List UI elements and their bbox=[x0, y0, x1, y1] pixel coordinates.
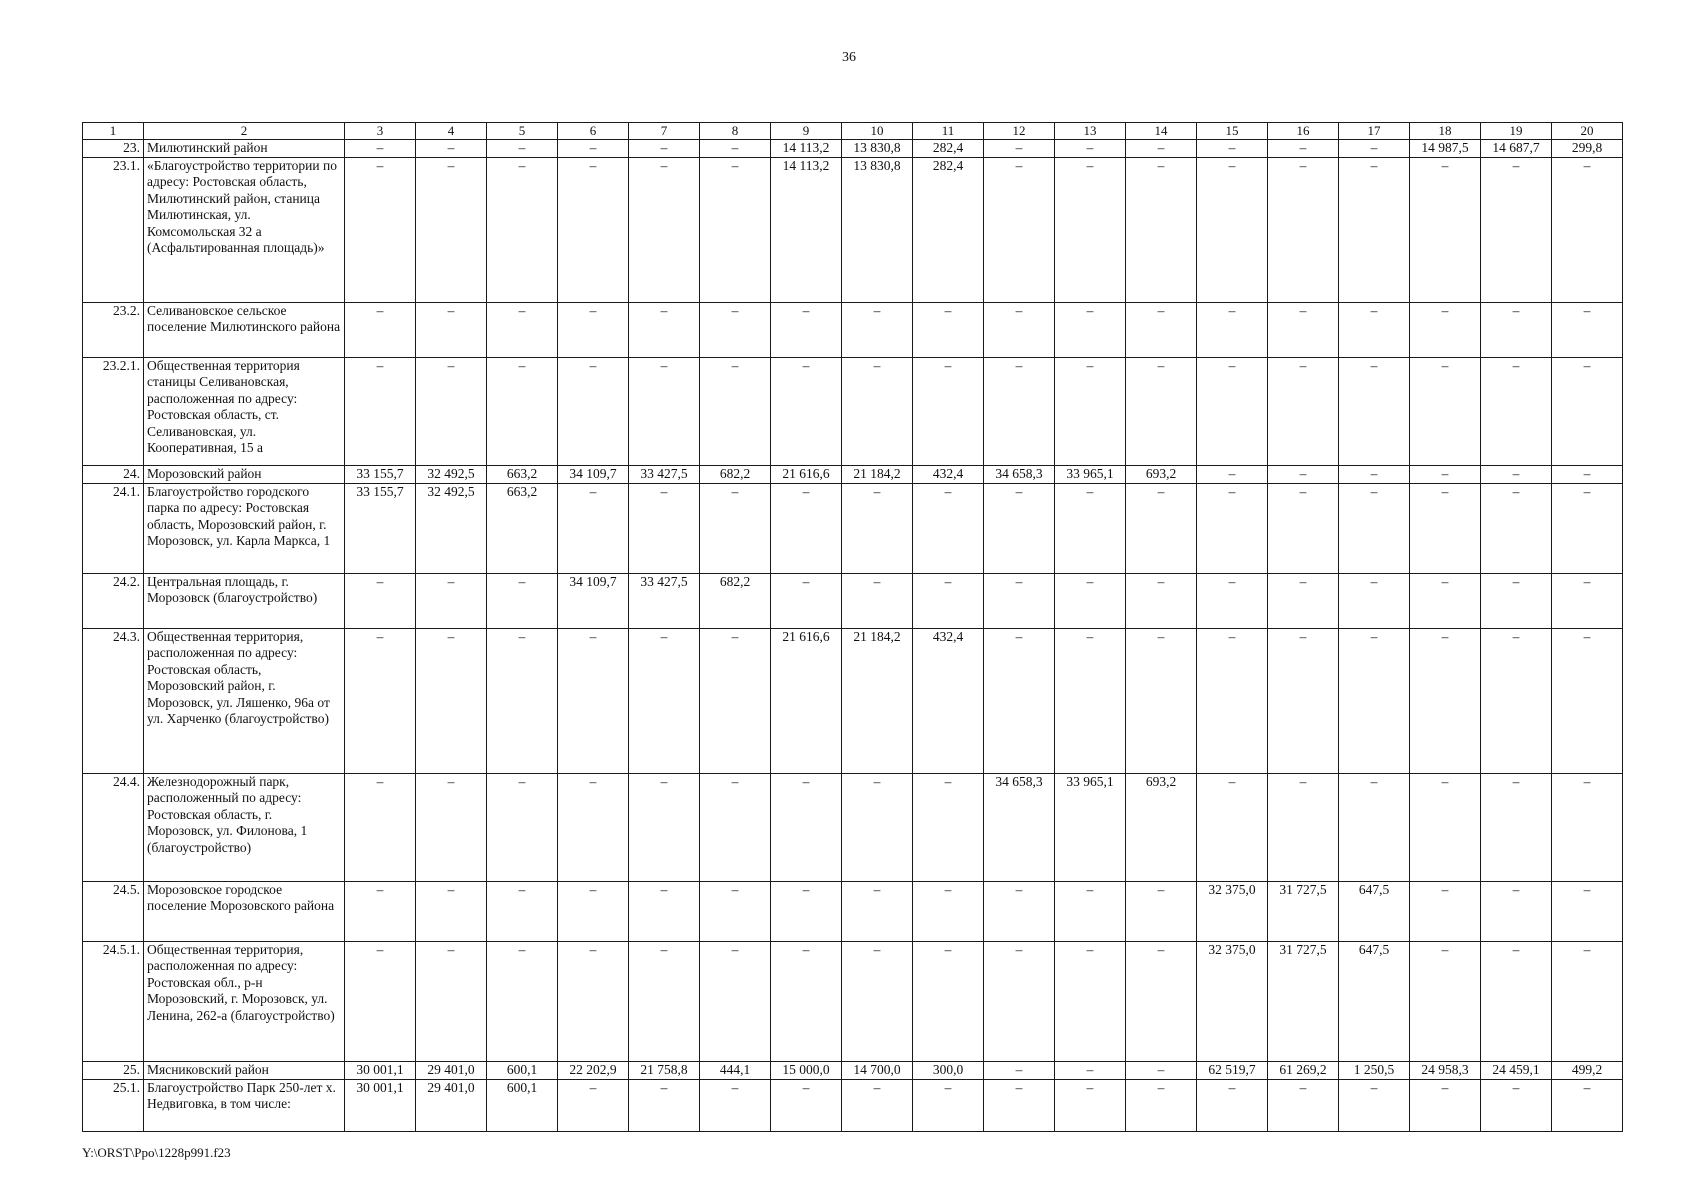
row-name-cell: Общественная территория станицы Селивановская, расположенная по адресу: Ростовская область, ст. Селивановская, ул. Кооперативная, 15 а bbox=[144, 357, 345, 465]
value-cell: 693,2 bbox=[1126, 465, 1197, 483]
value-cell: 647,5 bbox=[1339, 881, 1410, 941]
value-cell: 14 687,7 bbox=[1481, 140, 1552, 158]
value-cell: 31 727,5 bbox=[1268, 941, 1339, 1061]
value-cell: – bbox=[487, 140, 558, 158]
table-row bbox=[83, 773, 1623, 881]
value-cell: – bbox=[1552, 881, 1623, 941]
value-cell: 24 958,3 bbox=[1410, 1061, 1481, 1079]
value-cell: – bbox=[629, 881, 700, 941]
value-cell: – bbox=[913, 573, 984, 628]
value-cell: – bbox=[1126, 483, 1197, 573]
value-cell: – bbox=[1410, 357, 1481, 465]
value-cell: – bbox=[1410, 302, 1481, 357]
row-number-cell: 23. bbox=[83, 140, 144, 158]
page-number: 36 bbox=[842, 50, 856, 65]
value-cell: – bbox=[416, 302, 487, 357]
value-cell: – bbox=[487, 157, 558, 302]
value-cell: 21 616,6 bbox=[771, 465, 842, 483]
value-cell: – bbox=[1197, 773, 1268, 881]
value-cell: – bbox=[1268, 157, 1339, 302]
value-cell: – bbox=[1197, 157, 1268, 302]
value-cell: – bbox=[1268, 140, 1339, 158]
value-cell: 15 000,0 bbox=[771, 1061, 842, 1079]
value-cell: – bbox=[1268, 628, 1339, 773]
value-cell: 14 700,0 bbox=[842, 1061, 913, 1079]
value-cell: – bbox=[1410, 465, 1481, 483]
value-cell: – bbox=[629, 140, 700, 158]
value-cell: – bbox=[1055, 1061, 1126, 1079]
value-cell: – bbox=[1126, 1079, 1197, 1131]
row-number-cell: 24.5. bbox=[83, 881, 144, 941]
value-cell: – bbox=[629, 483, 700, 573]
value-cell: – bbox=[629, 157, 700, 302]
value-cell: – bbox=[1410, 573, 1481, 628]
value-cell: – bbox=[842, 1079, 913, 1131]
value-cell: – bbox=[345, 357, 416, 465]
table-row bbox=[83, 881, 1623, 941]
value-cell: 14 113,2 bbox=[771, 140, 842, 158]
value-cell: – bbox=[700, 157, 771, 302]
value-cell: – bbox=[1552, 302, 1623, 357]
value-cell: – bbox=[913, 941, 984, 1061]
value-cell: – bbox=[984, 628, 1055, 773]
column-number-cell: 16 bbox=[1268, 123, 1339, 140]
value-cell: – bbox=[416, 357, 487, 465]
value-cell: – bbox=[842, 357, 913, 465]
budget-table bbox=[82, 122, 1623, 1132]
value-cell: – bbox=[558, 302, 629, 357]
value-cell: – bbox=[1410, 941, 1481, 1061]
value-cell: – bbox=[1197, 1079, 1268, 1131]
value-cell: – bbox=[913, 302, 984, 357]
value-cell: – bbox=[700, 881, 771, 941]
value-cell: 21 758,8 bbox=[629, 1061, 700, 1079]
value-cell: 34 109,7 bbox=[558, 573, 629, 628]
value-cell: – bbox=[700, 628, 771, 773]
value-cell: – bbox=[1552, 573, 1623, 628]
value-cell: – bbox=[416, 773, 487, 881]
value-cell: – bbox=[1126, 302, 1197, 357]
value-cell: 432,4 bbox=[913, 628, 984, 773]
value-cell: – bbox=[700, 140, 771, 158]
value-cell: 663,2 bbox=[487, 483, 558, 573]
column-number-cell: 1 bbox=[83, 123, 144, 140]
value-cell: – bbox=[345, 157, 416, 302]
row-name-cell: Благоустройство Парк 250-лет х. Недвиговка, в том числе: bbox=[144, 1079, 345, 1131]
column-number-cell: 13 bbox=[1055, 123, 1126, 140]
value-cell: 33 965,1 bbox=[1055, 465, 1126, 483]
value-cell: 34 658,3 bbox=[984, 465, 1055, 483]
value-cell: – bbox=[1126, 357, 1197, 465]
value-cell: – bbox=[771, 573, 842, 628]
value-cell: – bbox=[1055, 357, 1126, 465]
table-row bbox=[83, 483, 1623, 573]
value-cell: – bbox=[700, 302, 771, 357]
value-cell: 499,2 bbox=[1552, 1061, 1623, 1079]
value-cell: – bbox=[913, 773, 984, 881]
table-row bbox=[83, 1079, 1623, 1131]
value-cell: 300,0 bbox=[913, 1061, 984, 1079]
column-number-cell: 14 bbox=[1126, 123, 1197, 140]
table-row bbox=[83, 1061, 1623, 1079]
value-cell: 32 375,0 bbox=[1197, 941, 1268, 1061]
value-cell: – bbox=[558, 881, 629, 941]
value-cell: – bbox=[1268, 302, 1339, 357]
column-number-cell: 2 bbox=[144, 123, 345, 140]
value-cell: – bbox=[1410, 881, 1481, 941]
table-row bbox=[83, 157, 1623, 302]
value-cell: – bbox=[1055, 941, 1126, 1061]
column-number-cell: 3 bbox=[345, 123, 416, 140]
value-cell: – bbox=[1481, 941, 1552, 1061]
value-cell: – bbox=[629, 357, 700, 465]
row-number-cell: 23.2. bbox=[83, 302, 144, 357]
column-number-cell: 7 bbox=[629, 123, 700, 140]
column-number-cell: 10 bbox=[842, 123, 913, 140]
value-cell: 33 965,1 bbox=[1055, 773, 1126, 881]
value-cell: – bbox=[1197, 573, 1268, 628]
value-cell: – bbox=[1552, 483, 1623, 573]
value-cell: – bbox=[984, 1061, 1055, 1079]
value-cell: – bbox=[984, 881, 1055, 941]
value-cell: – bbox=[1552, 1079, 1623, 1131]
row-number-cell: 24.2. bbox=[83, 573, 144, 628]
value-cell: – bbox=[345, 573, 416, 628]
value-cell: – bbox=[700, 357, 771, 465]
value-cell: – bbox=[1268, 773, 1339, 881]
value-cell: – bbox=[345, 773, 416, 881]
value-cell: – bbox=[416, 573, 487, 628]
value-cell: – bbox=[558, 357, 629, 465]
value-cell: – bbox=[1339, 140, 1410, 158]
value-cell: – bbox=[1126, 628, 1197, 773]
table-row bbox=[83, 465, 1623, 483]
value-cell: – bbox=[984, 483, 1055, 573]
value-cell: – bbox=[913, 357, 984, 465]
value-cell: – bbox=[416, 941, 487, 1061]
row-name-cell: Селивановское сельское поселение Милютинского района bbox=[144, 302, 345, 357]
row-name-cell: Морозовский район bbox=[144, 465, 345, 483]
value-cell: – bbox=[416, 628, 487, 773]
value-cell: 34 109,7 bbox=[558, 465, 629, 483]
value-cell: – bbox=[984, 302, 1055, 357]
row-number-cell: 24. bbox=[83, 465, 144, 483]
value-cell: – bbox=[700, 1079, 771, 1131]
table-row bbox=[83, 357, 1623, 465]
value-cell: 21 616,6 bbox=[771, 628, 842, 773]
value-cell: – bbox=[629, 1079, 700, 1131]
value-cell: – bbox=[1126, 157, 1197, 302]
value-cell: – bbox=[1552, 465, 1623, 483]
value-cell: 31 727,5 bbox=[1268, 881, 1339, 941]
value-cell: – bbox=[1055, 140, 1126, 158]
value-cell: 299,8 bbox=[1552, 140, 1623, 158]
value-cell: – bbox=[487, 573, 558, 628]
value-cell: – bbox=[345, 628, 416, 773]
value-cell: – bbox=[487, 628, 558, 773]
file-path-footer: Y:\ORST\Ppo\1228p991.f23 bbox=[82, 1145, 231, 1160]
row-number-cell: 24.1. bbox=[83, 483, 144, 573]
value-cell: 432,4 bbox=[913, 465, 984, 483]
value-cell: 14 113,2 bbox=[771, 157, 842, 302]
value-cell: – bbox=[558, 1079, 629, 1131]
row-name-cell: Общественная территория, расположенная по адресу: Ростовская обл., р-н Морозовский, г. Морозовск, ул. Ленина, 262-а (благоустройство) bbox=[144, 941, 345, 1061]
value-cell: – bbox=[1055, 628, 1126, 773]
value-cell: – bbox=[1197, 465, 1268, 483]
value-cell: – bbox=[1268, 357, 1339, 465]
value-cell: – bbox=[487, 941, 558, 1061]
value-cell: 444,1 bbox=[700, 1061, 771, 1079]
value-cell: – bbox=[1552, 773, 1623, 881]
value-cell: – bbox=[984, 140, 1055, 158]
value-cell: – bbox=[1481, 302, 1552, 357]
value-cell: – bbox=[1055, 1079, 1126, 1131]
column-number-cell: 20 bbox=[1552, 123, 1623, 140]
value-cell: 32 492,5 bbox=[416, 483, 487, 573]
value-cell: – bbox=[558, 140, 629, 158]
row-number-cell: 24.5.1. bbox=[83, 941, 144, 1061]
value-cell: 647,5 bbox=[1339, 941, 1410, 1061]
value-cell: – bbox=[558, 773, 629, 881]
value-cell: – bbox=[1339, 357, 1410, 465]
value-cell: – bbox=[1268, 573, 1339, 628]
value-cell: – bbox=[1339, 302, 1410, 357]
value-cell: – bbox=[1339, 1079, 1410, 1131]
value-cell: – bbox=[1055, 483, 1126, 573]
value-cell: – bbox=[1268, 483, 1339, 573]
row-name-cell: Центральная площадь, г. Морозовск (благоустройство) bbox=[144, 573, 345, 628]
value-cell: 1 250,5 bbox=[1339, 1061, 1410, 1079]
value-cell: – bbox=[1410, 628, 1481, 773]
value-cell: – bbox=[842, 302, 913, 357]
column-number-cell: 8 bbox=[700, 123, 771, 140]
value-cell: 682,2 bbox=[700, 573, 771, 628]
value-cell: 62 519,7 bbox=[1197, 1061, 1268, 1079]
value-cell: 32 375,0 bbox=[1197, 881, 1268, 941]
value-cell: – bbox=[1126, 881, 1197, 941]
value-cell: – bbox=[1410, 773, 1481, 881]
column-number-cell: 19 bbox=[1481, 123, 1552, 140]
value-cell: – bbox=[345, 302, 416, 357]
column-number-cell: 5 bbox=[487, 123, 558, 140]
value-cell: 30 001,1 bbox=[345, 1079, 416, 1131]
value-cell: – bbox=[771, 881, 842, 941]
column-number-cell: 17 bbox=[1339, 123, 1410, 140]
value-cell: – bbox=[1481, 465, 1552, 483]
value-cell: – bbox=[842, 941, 913, 1061]
value-cell: – bbox=[416, 881, 487, 941]
value-cell: 24 459,1 bbox=[1481, 1061, 1552, 1079]
value-cell: 13 830,8 bbox=[842, 140, 913, 158]
row-name-cell: «Благоустройство территории по адресу: Ростовская область, Милютинский район, станица Милютинская, ул. Комсомольская 32 а (Асфальтированная площадь)» bbox=[144, 157, 345, 302]
value-cell: – bbox=[842, 483, 913, 573]
value-cell: – bbox=[1339, 573, 1410, 628]
row-number-cell: 24.3. bbox=[83, 628, 144, 773]
column-number-row bbox=[83, 123, 1623, 140]
value-cell: 29 401,0 bbox=[416, 1061, 487, 1079]
value-cell: 21 184,2 bbox=[842, 628, 913, 773]
value-cell: – bbox=[984, 941, 1055, 1061]
value-cell: – bbox=[984, 1079, 1055, 1131]
value-cell: 693,2 bbox=[1126, 773, 1197, 881]
value-cell: – bbox=[1481, 881, 1552, 941]
value-cell: – bbox=[913, 1079, 984, 1131]
value-cell: – bbox=[700, 483, 771, 573]
row-name-cell: Общественная территория, расположенная по адресу: Ростовская область, Морозовский район, г. Морозовск, ул. Ляшенко, 96а от ул. Харченко (благоустройство) bbox=[144, 628, 345, 773]
value-cell: – bbox=[487, 881, 558, 941]
table-row bbox=[83, 302, 1623, 357]
value-cell: – bbox=[771, 773, 842, 881]
value-cell: 600,1 bbox=[487, 1061, 558, 1079]
value-cell: – bbox=[1481, 1079, 1552, 1131]
value-cell: – bbox=[416, 140, 487, 158]
value-cell: – bbox=[345, 881, 416, 941]
value-cell: – bbox=[416, 157, 487, 302]
column-number-cell: 4 bbox=[416, 123, 487, 140]
value-cell: – bbox=[487, 302, 558, 357]
value-cell: – bbox=[771, 302, 842, 357]
value-cell: 14 987,5 bbox=[1410, 140, 1481, 158]
table-row bbox=[83, 941, 1623, 1061]
value-cell: – bbox=[771, 483, 842, 573]
value-cell: – bbox=[1552, 628, 1623, 773]
value-cell: – bbox=[558, 483, 629, 573]
value-cell: – bbox=[1055, 881, 1126, 941]
value-cell: – bbox=[1268, 465, 1339, 483]
row-number-cell: 23.1. bbox=[83, 157, 144, 302]
value-cell: – bbox=[1339, 628, 1410, 773]
value-cell: – bbox=[1481, 773, 1552, 881]
value-cell: – bbox=[771, 357, 842, 465]
value-cell: – bbox=[1410, 483, 1481, 573]
value-cell: – bbox=[1268, 1079, 1339, 1131]
value-cell: – bbox=[700, 773, 771, 881]
value-cell: – bbox=[1197, 357, 1268, 465]
value-cell: – bbox=[629, 773, 700, 881]
column-number-cell: 15 bbox=[1197, 123, 1268, 140]
value-cell: 32 492,5 bbox=[416, 465, 487, 483]
value-cell: – bbox=[1126, 573, 1197, 628]
value-cell: – bbox=[913, 881, 984, 941]
value-cell: – bbox=[629, 628, 700, 773]
value-cell: – bbox=[558, 157, 629, 302]
value-cell: – bbox=[1126, 140, 1197, 158]
value-cell: – bbox=[1481, 628, 1552, 773]
value-cell: – bbox=[700, 941, 771, 1061]
column-number-cell: 12 bbox=[984, 123, 1055, 140]
value-cell: – bbox=[487, 357, 558, 465]
value-cell: 663,2 bbox=[487, 465, 558, 483]
value-cell: 30 001,1 bbox=[345, 1061, 416, 1079]
row-name-cell: Морозовское городское поселение Морозовского района bbox=[144, 881, 345, 941]
value-cell: – bbox=[842, 573, 913, 628]
value-cell: – bbox=[771, 941, 842, 1061]
value-cell: – bbox=[1339, 465, 1410, 483]
value-cell: – bbox=[1339, 483, 1410, 573]
value-cell: – bbox=[345, 941, 416, 1061]
value-cell: – bbox=[1481, 157, 1552, 302]
value-cell: – bbox=[1197, 628, 1268, 773]
table-row bbox=[83, 628, 1623, 773]
column-number-cell: 11 bbox=[913, 123, 984, 140]
column-number-cell: 9 bbox=[771, 123, 842, 140]
row-number-cell: 24.4. bbox=[83, 773, 144, 881]
value-cell: – bbox=[842, 881, 913, 941]
table-row bbox=[83, 140, 1623, 158]
value-cell: 282,4 bbox=[913, 157, 984, 302]
row-number-cell: 25.1. bbox=[83, 1079, 144, 1131]
value-cell: – bbox=[984, 357, 1055, 465]
value-cell: – bbox=[1126, 941, 1197, 1061]
value-cell: 282,4 bbox=[913, 140, 984, 158]
value-cell: – bbox=[1055, 302, 1126, 357]
value-cell: – bbox=[1552, 941, 1623, 1061]
value-cell: 33 427,5 bbox=[629, 465, 700, 483]
value-cell: – bbox=[558, 628, 629, 773]
value-cell: – bbox=[1339, 157, 1410, 302]
row-name-cell: Милютинский район bbox=[144, 140, 345, 158]
value-cell: – bbox=[1481, 573, 1552, 628]
value-cell: – bbox=[1339, 773, 1410, 881]
value-cell: 61 269,2 bbox=[1268, 1061, 1339, 1079]
value-cell: – bbox=[1410, 157, 1481, 302]
row-name-cell: Мясниковский район bbox=[144, 1061, 345, 1079]
value-cell: – bbox=[629, 302, 700, 357]
value-cell: – bbox=[345, 140, 416, 158]
value-cell: – bbox=[1197, 483, 1268, 573]
value-cell: – bbox=[913, 483, 984, 573]
value-cell: – bbox=[1197, 140, 1268, 158]
value-cell: – bbox=[842, 773, 913, 881]
row-number-cell: 23.2.1. bbox=[83, 357, 144, 465]
row-number-cell: 25. bbox=[83, 1061, 144, 1079]
value-cell: – bbox=[629, 941, 700, 1061]
value-cell: – bbox=[1481, 357, 1552, 465]
value-cell: 13 830,8 bbox=[842, 157, 913, 302]
value-cell: – bbox=[1055, 573, 1126, 628]
value-cell: – bbox=[558, 941, 629, 1061]
value-cell: – bbox=[1552, 357, 1623, 465]
value-cell: – bbox=[487, 773, 558, 881]
value-cell: 34 658,3 bbox=[984, 773, 1055, 881]
value-cell: 682,2 bbox=[700, 465, 771, 483]
value-cell: – bbox=[1410, 1079, 1481, 1131]
table-row bbox=[83, 573, 1623, 628]
value-cell: 33 155,7 bbox=[345, 483, 416, 573]
value-cell: – bbox=[771, 1079, 842, 1131]
value-cell: 600,1 bbox=[487, 1079, 558, 1131]
value-cell: – bbox=[1481, 483, 1552, 573]
value-cell: – bbox=[1197, 302, 1268, 357]
column-number-cell: 18 bbox=[1410, 123, 1481, 140]
value-cell: – bbox=[984, 573, 1055, 628]
value-cell: 29 401,0 bbox=[416, 1079, 487, 1131]
row-name-cell: Железнодорожный парк, расположенный по адресу: Ростовская область, г. Морозовск, ул. Филонова, 1 (благоустройство) bbox=[144, 773, 345, 881]
value-cell: 21 184,2 bbox=[842, 465, 913, 483]
row-name-cell: Благоустройство городского парка по адресу: Ростовская область, Морозовский район, г. Морозовск, ул. Карла Маркса, 1 bbox=[144, 483, 345, 573]
value-cell: – bbox=[1055, 157, 1126, 302]
value-cell: – bbox=[1126, 1061, 1197, 1079]
value-cell: – bbox=[984, 157, 1055, 302]
value-cell: 33 427,5 bbox=[629, 573, 700, 628]
value-cell: – bbox=[1552, 157, 1623, 302]
value-cell: 33 155,7 bbox=[345, 465, 416, 483]
value-cell: 22 202,9 bbox=[558, 1061, 629, 1079]
column-number-cell: 6 bbox=[558, 123, 629, 140]
